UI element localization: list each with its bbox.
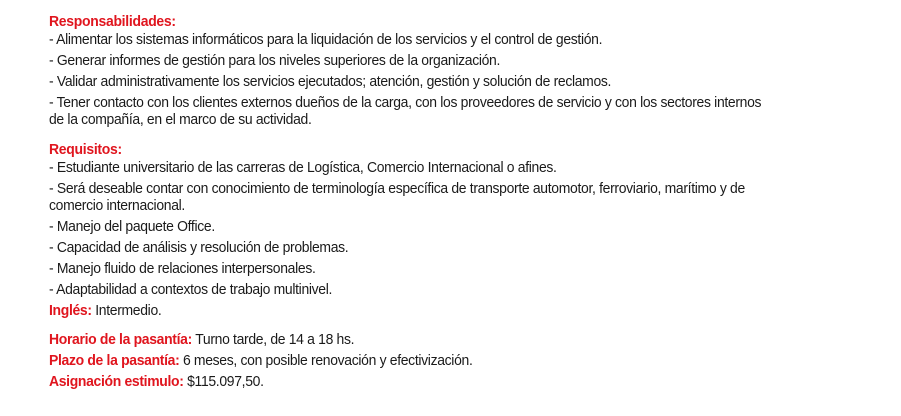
requisitos-section bbox=[49, 140, 839, 298]
list-item: - Capacidad de análisis y resolución de problemas. bbox=[49, 239, 349, 256]
horario-value: Turno tarde, de 14 a 18 hs. bbox=[191, 331, 355, 348]
ingles-line bbox=[49, 302, 840, 319]
requisitos-heading: Requisitos: bbox=[49, 141, 122, 158]
horario-label: Horario de la pasantía: bbox=[49, 331, 192, 348]
asignacion-line bbox=[49, 373, 840, 390]
ingles-label: Inglés: bbox=[49, 302, 92, 319]
plazo-label: Plazo de la pasantía: bbox=[49, 352, 180, 369]
list-item: - Manejo fluido de relaciones interpersonales. bbox=[49, 260, 316, 277]
list-item: - Tener contacto con los clientes externos dueños de la carga, con los proveedores de servicio y con los sectores internos bbox=[49, 94, 762, 111]
list-item: - Alimentar los sistemas informáticos para la liquidación de los servicios y el control de gestión. bbox=[49, 31, 603, 48]
asignacion-value: $115.097,50. bbox=[183, 373, 264, 390]
horario-line bbox=[49, 331, 840, 348]
list-item: - Adaptabilidad a contextos de trabajo multinivel. bbox=[49, 281, 333, 298]
plazo-line bbox=[49, 352, 840, 369]
document-body bbox=[49, 0, 839, 390]
list-item: - Generar informes de gestión para los niveles superiores de la organización. bbox=[49, 52, 501, 69]
responsabilidades-heading: Responsabilidades: bbox=[49, 13, 176, 30]
responsabilidades-section bbox=[49, 12, 839, 128]
list-item: - Validar administrativamente los servicios ejecutados; atención, gestión y solución de reclamos. bbox=[49, 73, 612, 90]
list-item: - Será deseable contar con conocimiento de terminología específica de transporte automotor, ferroviario, marítimo y de bbox=[49, 180, 745, 197]
list-item-continuation: de la compañía, en el marco de su actividad. bbox=[49, 111, 312, 128]
list-item-continuation: comercio internacional. bbox=[49, 197, 185, 214]
asignacion-label: Asignación estimulo: bbox=[49, 373, 184, 390]
list-item: - Estudiante universitario de las carreras de Logística, Comercio Internacional o afines. bbox=[49, 159, 557, 176]
list-item: - Manejo del paquete Office. bbox=[49, 218, 215, 235]
ingles-value: Intermedio. bbox=[91, 302, 162, 319]
plazo-value: 6 meses, con posible renovación y efectivización. bbox=[179, 352, 473, 369]
